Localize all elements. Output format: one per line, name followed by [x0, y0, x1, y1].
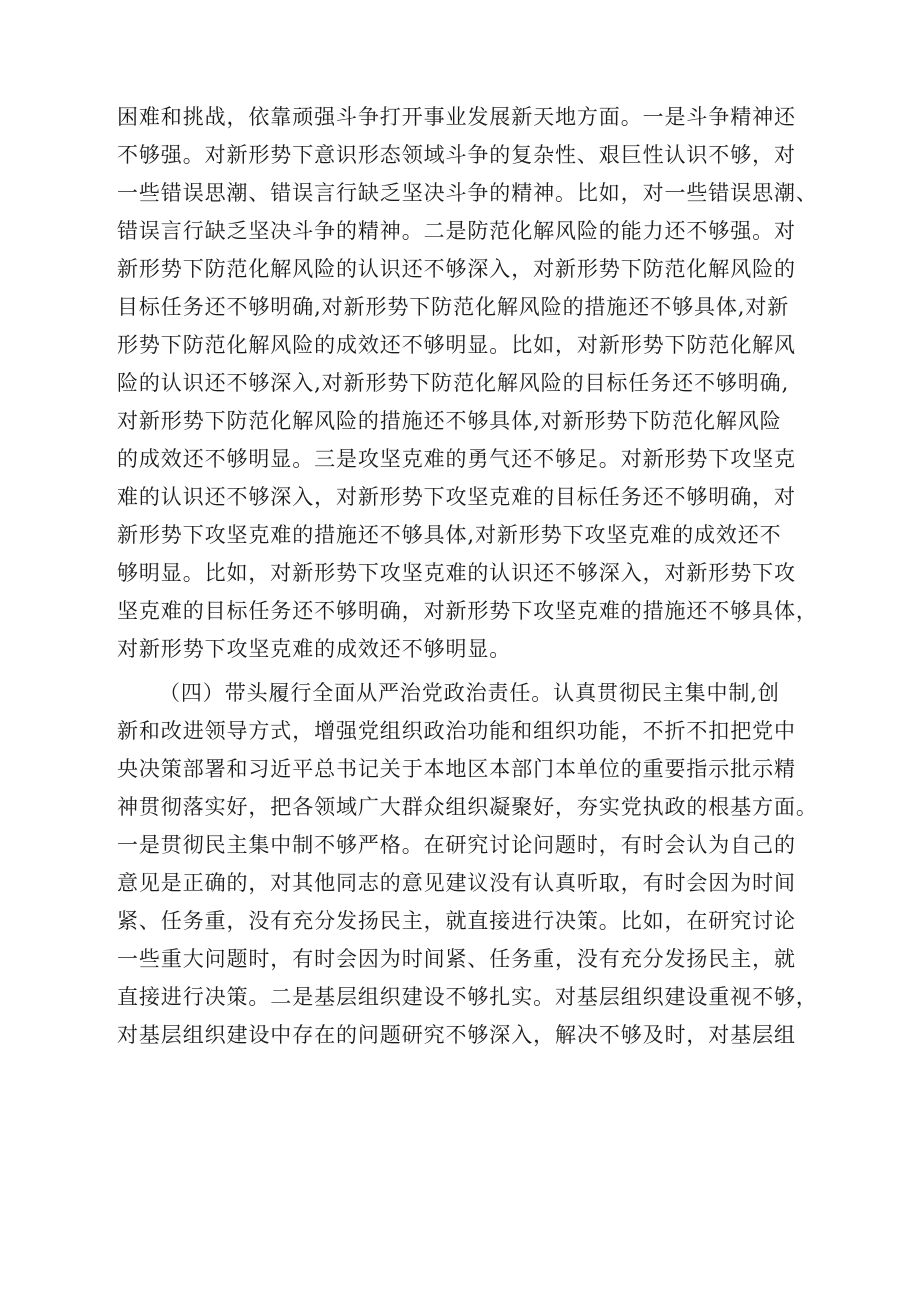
text-line: 紧、任务重，没有充分发扬民主，就直接进行决策。比如，在研究讨论 [117, 909, 796, 933]
text-line: 困难和挑战，依靠顽强斗争打开事业发展新天地方面。一是斗争精神还 [117, 105, 796, 129]
text-line: 央决策部署和习近平总书记关于本地区本部门本单位的重要指示批示精 [117, 757, 796, 781]
text-line: 新形势下防范化解风险的认识还不够深入，对新形势下防范化解风险的 [117, 257, 796, 281]
text-line: 对基层组织建设中存在的问题研究不够深入，解决不够及时，对基层组 [117, 1023, 796, 1047]
text-line: 一些错误思潮、错误言行缺乏坚决斗争的精神。比如，对一些错误思潮、 [117, 181, 818, 205]
text-line: 的成效还不够明显。三是攻坚克难的勇气还不够足。对新形势下攻坚克 [117, 447, 796, 471]
text-line: 对新形势下攻坚克难的成效还不够明显。 [117, 637, 512, 661]
text-line: 坚克难的目标任务还不够明确，对新形势下攻坚克难的措施还不够具体， [117, 599, 818, 623]
text-line: 意见是正确的，对其他同志的意见建议没有认真听取，有时会因为时间 [117, 871, 796, 895]
text-line: 一些重大问题时，有时会因为时间紧、任务重，没有充分发扬民主，就 [117, 947, 796, 971]
text-line: 新和改进领导方式，增强党组织政治功能和组织功能，不折不扣把党中 [117, 719, 796, 743]
text-line: 不够强。对新形势下意识形态领域斗争的复杂性、艰巨性认识不够，对 [117, 143, 796, 167]
text-line: 形势下防范化解风险的成效还不够明显。比如，对新形势下防范化解风 [117, 333, 796, 357]
text-line: 够明显。比如，对新形势下攻坚克难的认识还不够深入，对新形势下攻 [117, 561, 796, 585]
text-line: 神贯彻落实好，把各领域广大群众组织凝聚好，夯实党执政的根基方面。 [117, 795, 818, 819]
text-line: 一是贯彻民主集中制不够严格。在研究讨论问题时，有时会认为自己的 [117, 833, 796, 857]
text-line: 直接进行决策。二是基层组织建设不够扎实。对基层组织建设重视不够， [117, 985, 818, 1009]
section-heading-line: （四）带头履行全面从严治党政治责任。认真贯彻民主集中制,创 [159, 681, 780, 705]
text-line: 难的认识还不够深入，对新形势下攻坚克难的目标任务还不够明确，对 [117, 485, 796, 509]
text-line: 险的认识还不够深入,对新形势下防范化解风险的目标任务还不够明确, [117, 371, 790, 395]
text-line: 新形势下攻坚克难的措施还不够具体,对新形势下攻坚克难的成效还不 [117, 523, 782, 547]
text-line: 错误言行缺乏坚决斗争的精神。二是防范化解风险的能力还不够强。对 [117, 219, 796, 243]
text-line: 目标任务还不够明确,对新形势下防范化解风险的措施还不够具体,对新 [117, 295, 790, 319]
text-line: 对新形势下防范化解风险的措施还不够具体,对新形势下防范化解风险 [117, 409, 782, 433]
